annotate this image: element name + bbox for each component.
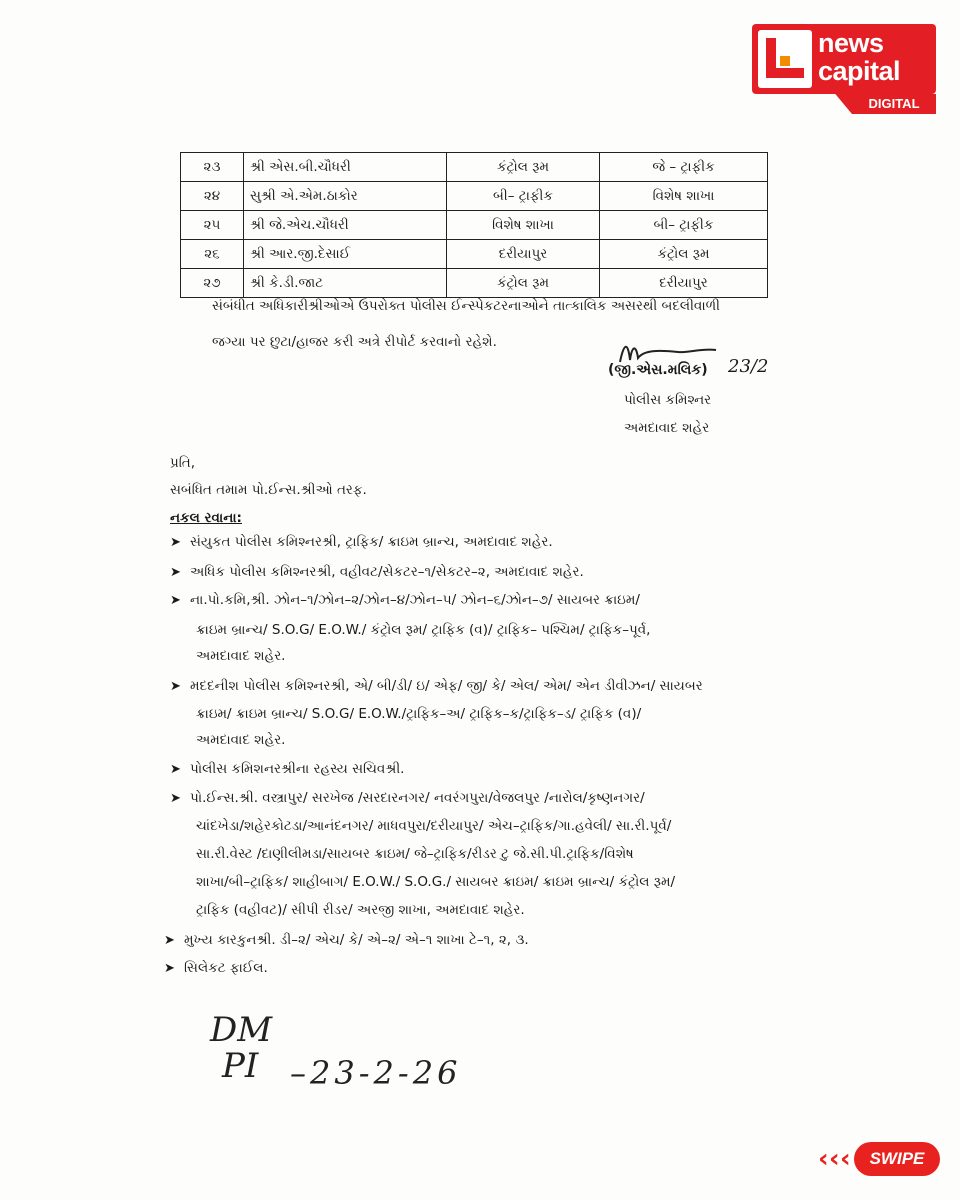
recipient-prati: પ્રતિ, bbox=[170, 455, 196, 471]
list-item-continuation: ક્રાઇમ/ ક્રાઇમ બ્રાન્ચ/ S.O.G/ E.O.W./ટ્રાફિક–અ/ ટ્રાફિક–ક/ટ્રાફિક–ડ/ ટ્રાફિક (વ)/ bbox=[196, 706, 642, 722]
new-posting: દરીયાપુર bbox=[600, 269, 768, 298]
news-capital-logo[interactable] bbox=[752, 24, 936, 116]
order-line-1: સંબંધીત અધિકારીશ્રીઓએ ઉપરોક્ત પોલીસ ઈન્સ્પેકટરનાઓને તાત્કાલિક અસરથી બદલીવાળી bbox=[212, 298, 721, 314]
new-posting: જે – ટ્રાફીક bbox=[600, 153, 768, 182]
list-item: ➤ સંયુકત પોલીસ કમિશ્નરશ્રી, ટ્રાફિક/ ક્રાઇમ બ્રાન્ચ, અમદાવાદ શહેર. bbox=[170, 526, 553, 559]
handwritten-dm: DM bbox=[210, 1010, 273, 1050]
logo-tail bbox=[832, 90, 852, 114]
swipe-label: SWIPE bbox=[854, 1142, 940, 1176]
order-line-2: જગ્યા પર છુટા/હાજર કરી અત્રે રીપોર્ટ કરવાનો રહેશે. bbox=[212, 334, 497, 350]
table-row bbox=[181, 211, 768, 240]
arrow-bullet-icon: ➤ bbox=[164, 933, 175, 948]
table-row bbox=[181, 269, 768, 298]
officer-name: શ્રી એસ.બી.ચૌધરી bbox=[244, 153, 447, 182]
current-posting: દરીયાપુર bbox=[447, 240, 600, 269]
new-posting: કંટ્રોલ રૂમ bbox=[600, 240, 768, 269]
copy-header: નકલ રવાના: bbox=[170, 510, 242, 526]
current-posting: બી– ટ્રાફીક bbox=[447, 182, 600, 211]
row-number: ૨૫ bbox=[181, 211, 244, 240]
recipient-line: સબંધિત તમામ પો.ઈન્સ.શ્રીઓ તરફ. bbox=[170, 482, 367, 498]
arrow-bullet-icon: ➤ bbox=[170, 791, 181, 806]
arrow-bullet-icon: ➤ bbox=[170, 593, 181, 608]
arrow-bullet-icon: ➤ bbox=[170, 762, 181, 777]
current-posting: કંટ્રોલ રૂમ bbox=[447, 153, 600, 182]
current-posting: કંટ્રોલ રૂમ bbox=[447, 269, 600, 298]
transfer-table bbox=[180, 152, 768, 298]
chevron-left-icon: ‹ bbox=[829, 1144, 840, 1174]
chevron-left-icon: ‹ bbox=[840, 1144, 851, 1174]
handwritten-pi: PI bbox=[222, 1046, 259, 1086]
signature-date-mark: 23/2 bbox=[728, 356, 769, 377]
new-posting: વિશેષ શાખા bbox=[600, 182, 768, 211]
list-item: ➤ સિલેકટ ફાઈલ. bbox=[164, 952, 268, 985]
list-item-continuation: ટ્રાફિક (વહીવટ)/ સીપી રીડર/ અરજી શાખા, અમદાવાદ શહેર. bbox=[196, 902, 525, 918]
list-item: ➤ ના.પો.કમિ,શ્રી. ઝોન–૧/ઝોન–૨/ઝોન–૪/ઝોન–૫/ ઝોન–૬/ઝોન–૭/ સાયબર ક્રાઇમ/ bbox=[170, 584, 640, 617]
logo-word-capital: capital bbox=[818, 56, 901, 86]
list-item: ➤ મુખ્ય કારકુનશ્રી. ડી–૨/ એચ/ કે/ એ–૨/ એ–૧ શાખા ટે–૧, ૨, ૩. bbox=[164, 924, 529, 957]
row-number: ૨૩ bbox=[181, 153, 244, 182]
arrow-bullet-icon: ➤ bbox=[170, 535, 181, 550]
signatory-title: પોલીસ કમિશ્નર bbox=[624, 392, 712, 408]
chevron-left-icon: ‹ bbox=[818, 1144, 829, 1174]
logo-tag-digital: DIGITAL bbox=[852, 94, 936, 114]
table-row bbox=[181, 182, 768, 211]
swipe-button[interactable] bbox=[818, 1140, 942, 1178]
officer-name: સુશ્રી એ.એમ.ઠાકોર bbox=[244, 182, 447, 211]
signatory-name: (જી.એસ.મલિક) bbox=[608, 362, 708, 378]
officer-name: શ્રી કે.ડી.જાટ bbox=[244, 269, 447, 298]
officer-name: શ્રી જે.એચ.ચૌધરી bbox=[244, 211, 447, 240]
current-posting: વિશેષ શાખા bbox=[447, 211, 600, 240]
arrow-bullet-icon: ➤ bbox=[170, 679, 181, 694]
row-number: ૨૭ bbox=[181, 269, 244, 298]
list-item-continuation: ક્રાઇમ બ્રાન્ચ/ S.O.G/ E.O.W./ કંટ્રોલ રૂમ/ ટ્રાફિક (વ)/ ટ્રાફિક– પશ્ચિમ/ ટ્રાફિક–પૂર્વ, bbox=[196, 622, 651, 638]
arrow-bullet-icon: ➤ bbox=[170, 565, 181, 580]
list-item: ➤ અધિક પોલીસ કમિશ્નરશ્રી, વહીવટ/સેકટર–૧/સેકટર–૨, અમદાવાદ શહેર. bbox=[170, 556, 584, 589]
officer-name: શ્રી આર.જી.દેસાઈ bbox=[244, 240, 447, 269]
row-number: ૨૪ bbox=[181, 182, 244, 211]
logo-box bbox=[752, 24, 936, 94]
handwritten-date: –23-2-26 bbox=[290, 1054, 462, 1092]
list-item: ➤ પોલીસ કમિશનરશ્રીના રહસ્ય સચિવશ્રી. bbox=[170, 753, 404, 786]
list-item-continuation: અમદાવાદ શહેર. bbox=[196, 732, 286, 748]
table-row bbox=[181, 240, 768, 269]
list-item-continuation: ચાંદખેડા/શહેરકોટડા/આનંદનગર/ માધવપુરા/દરીયાપુર/ એચ–ટ્રાફિક/ગા.હવેલી/ સા.રી.પૂર્વ/ bbox=[196, 818, 672, 834]
new-posting: બી– ટ્રાફીક bbox=[600, 211, 768, 240]
list-item-continuation: અમદાવાદ શહેર. bbox=[196, 648, 286, 664]
list-item-continuation: શાખા/બી–ટ્રાફિક/ શાહીબાગ/ E.O.W./ S.O.G./ સાયબર ક્રાઇમ/ ક્રાઇમ બ્રાન્ચ/ કંટ્રોલ રૂમ/ bbox=[196, 874, 676, 890]
table-row bbox=[181, 153, 768, 182]
logo-word-news: news bbox=[818, 28, 884, 58]
list-item-continuation: સા.રી.વેસ્ટ /દાણીલીમડા/સાયબર ક્રાઇમ/ જે–ટ્રાફિક/રીડર ટુ જે.સી.પી.ટ્રાફિક/વિશેષ bbox=[196, 846, 634, 862]
arrow-bullet-icon: ➤ bbox=[164, 961, 175, 976]
row-number: ૨૬ bbox=[181, 240, 244, 269]
list-item: ➤ મદદનીશ પોલીસ કમિશ્નરશ્રી, એ/ બી/ડી/ ઇ/ એફ/ જી/ કે/ એલ/ એમ/ એન ડીવીઝન/ સાયબર bbox=[170, 670, 703, 703]
logo-mark-icon bbox=[758, 30, 812, 88]
signatory-city: અમદાવાદ શહેર bbox=[624, 420, 710, 436]
list-item: ➤ પો.ઈન્સ.શ્રી. વસ્ત્રાપુર/ સરખેજ /સરદારનગર/ નવરંગપુરા/વેજલપુર /નારોલ/કૃષ્ણનગર/ bbox=[170, 782, 645, 815]
